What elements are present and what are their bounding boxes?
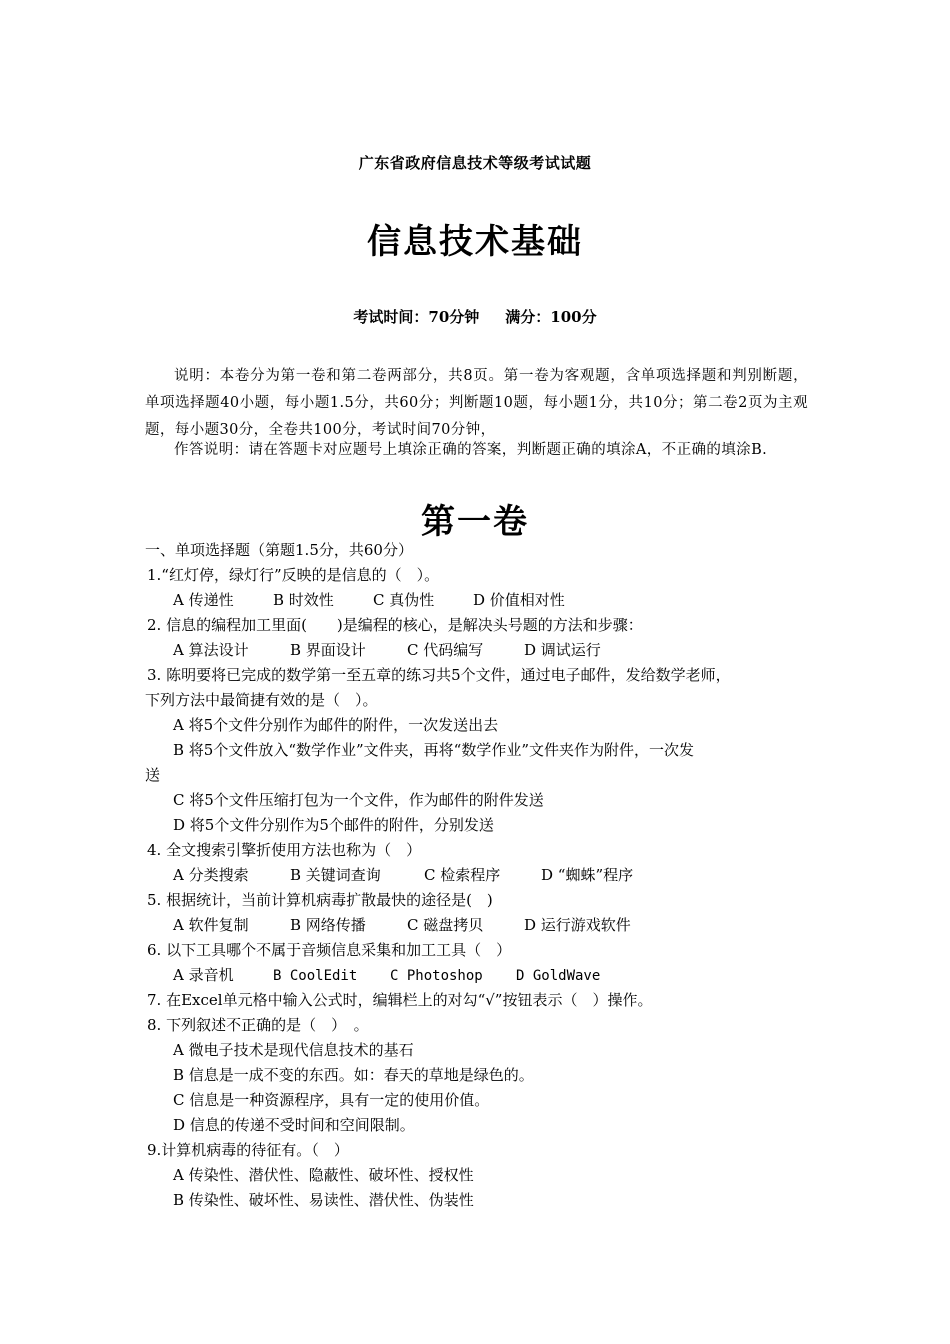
- question-4-options: [173, 865, 633, 885]
- question-3-option-b-continued: 送: [145, 766, 161, 784]
- question-2-options: [173, 640, 601, 660]
- question-8-option-d: D 信息的传递不受时间和空间限制。: [173, 1116, 415, 1134]
- volume-title: 第一卷: [421, 502, 529, 542]
- option-d: D 运行游戏软件: [524, 916, 631, 934]
- question-9-option-b: B 传染性、破坏性、易读性、潜伏性、伪装性: [173, 1191, 474, 1209]
- answer-instructions-paragraph: 作答说明：请在答题卡对应题号上填涂正确的答案，判断题正确的填涂A，不正确的填涂B.: [174, 442, 768, 458]
- option-b: B 界面设计: [290, 641, 366, 659]
- question-1-options: [173, 590, 565, 610]
- exam-title: 信息技术基础: [367, 222, 583, 262]
- full-score: 满分：100分: [505, 308, 597, 326]
- question-3-option-d: D 将5个文件分别作为5个邮件的附件，分别发送: [173, 816, 494, 834]
- question-3-option-c: C 将5个文件压缩打包为一个文件，作为邮件的附件发送: [173, 791, 544, 809]
- question-1: 1.“红灯停，绿灯行”反映的是信息的（ ）。: [147, 566, 440, 584]
- question-3-option-a: A 将5个文件分别作为邮件的附件，一次发送出去: [173, 716, 499, 734]
- exam-time: 考试时间：70分钟: [353, 308, 480, 326]
- question-9: 9.计算机病毒的待征有。（ ）: [147, 1141, 349, 1159]
- question-4: 4. 全文搜索引擎折使用方法也称为（ ）: [147, 841, 422, 859]
- question-6: 6. 以下工具哪个不属于音频信息采集和加工工具（ ）: [147, 941, 512, 959]
- exam-info: [0, 306, 950, 327]
- option-d: D 价值相对性: [473, 591, 565, 609]
- option-b: B CoolEdit: [273, 968, 358, 984]
- option-d: D GoldWave: [516, 968, 601, 984]
- option-b: B 关键词查询: [290, 866, 381, 884]
- question-3-continued: 下列方法中最简捷有效的是（ ）。: [145, 691, 378, 709]
- option-a: A 算法设计: [173, 641, 249, 659]
- option-b: B 网络传播: [290, 916, 366, 934]
- instructions-paragraph: 说明：本卷分为第一卷和第二卷两部分，共8页。第一卷为客观题，含单项选择题和判别断题，单项选择题40小题，每小题1.5分，共60分；判断题10题，每小题1分，共10分；第二卷2页为主观题，每小题30分，全卷共100分，考试时间70分钟，: [145, 368, 808, 438]
- question-5-options: [173, 915, 631, 935]
- question-6-options: [173, 965, 600, 986]
- question-8-option-a: A 微电子技术是现代信息技术的基石: [173, 1041, 414, 1059]
- option-a: A 软件复制: [173, 916, 249, 934]
- option-c: C 检索程序: [424, 866, 501, 884]
- question-3-option-b: B 将5个文件放入“数学作业”文件夹，再将“数学作业”文件夹作为附件，一次发: [173, 741, 695, 759]
- option-c: C 磁盘拷贝: [407, 916, 484, 934]
- option-a: A 传递性: [173, 591, 234, 609]
- option-d: D 调试运行: [524, 641, 601, 659]
- question-7: 7. 在Excel单元格中输入公式时，编辑栏上的对勾“√”按钮表示（ ）操作。: [147, 991, 653, 1009]
- exam-subtitle: 广东省政府信息技术等级考试试题: [358, 154, 592, 172]
- option-b: B 时效性: [273, 591, 334, 609]
- option-d: D “蜘蛛”程序: [541, 866, 634, 884]
- option-a: A 录音机: [173, 966, 234, 984]
- option-c: C 代码编写: [407, 641, 484, 659]
- option-a: A 分类搜索: [173, 866, 249, 884]
- option-c: C Photoshop: [390, 968, 483, 984]
- question-9-option-a: A 传染性、潜伏性、隐蔽性、破坏性、授权性: [173, 1166, 474, 1184]
- question-5: 5. 根据统计，当前计算机病毒扩散最快的途径是( ): [147, 891, 493, 909]
- question-2: 2. 信息的编程加工里面( )是编程的核心，是解决头号题的方法和步骤：: [147, 616, 643, 634]
- section-title: 一、单项选择题（第题1.5分，共60分）: [145, 541, 413, 559]
- option-c: C 真伪性: [373, 591, 435, 609]
- question-3: 3. 陈明要将已完成的数学第一至五章的练习共5个文件，通过电子邮件，发给数学老师，: [147, 666, 731, 684]
- question-8-option-b: B 信息是一成不变的东西。如：春天的草地是绿色的。: [173, 1066, 534, 1084]
- question-8: 8. 下列叙述不正确的是（ ） 。: [147, 1016, 369, 1034]
- question-8-option-c: C 信息是一种资源程序，具有一定的使用价值。: [173, 1091, 490, 1109]
